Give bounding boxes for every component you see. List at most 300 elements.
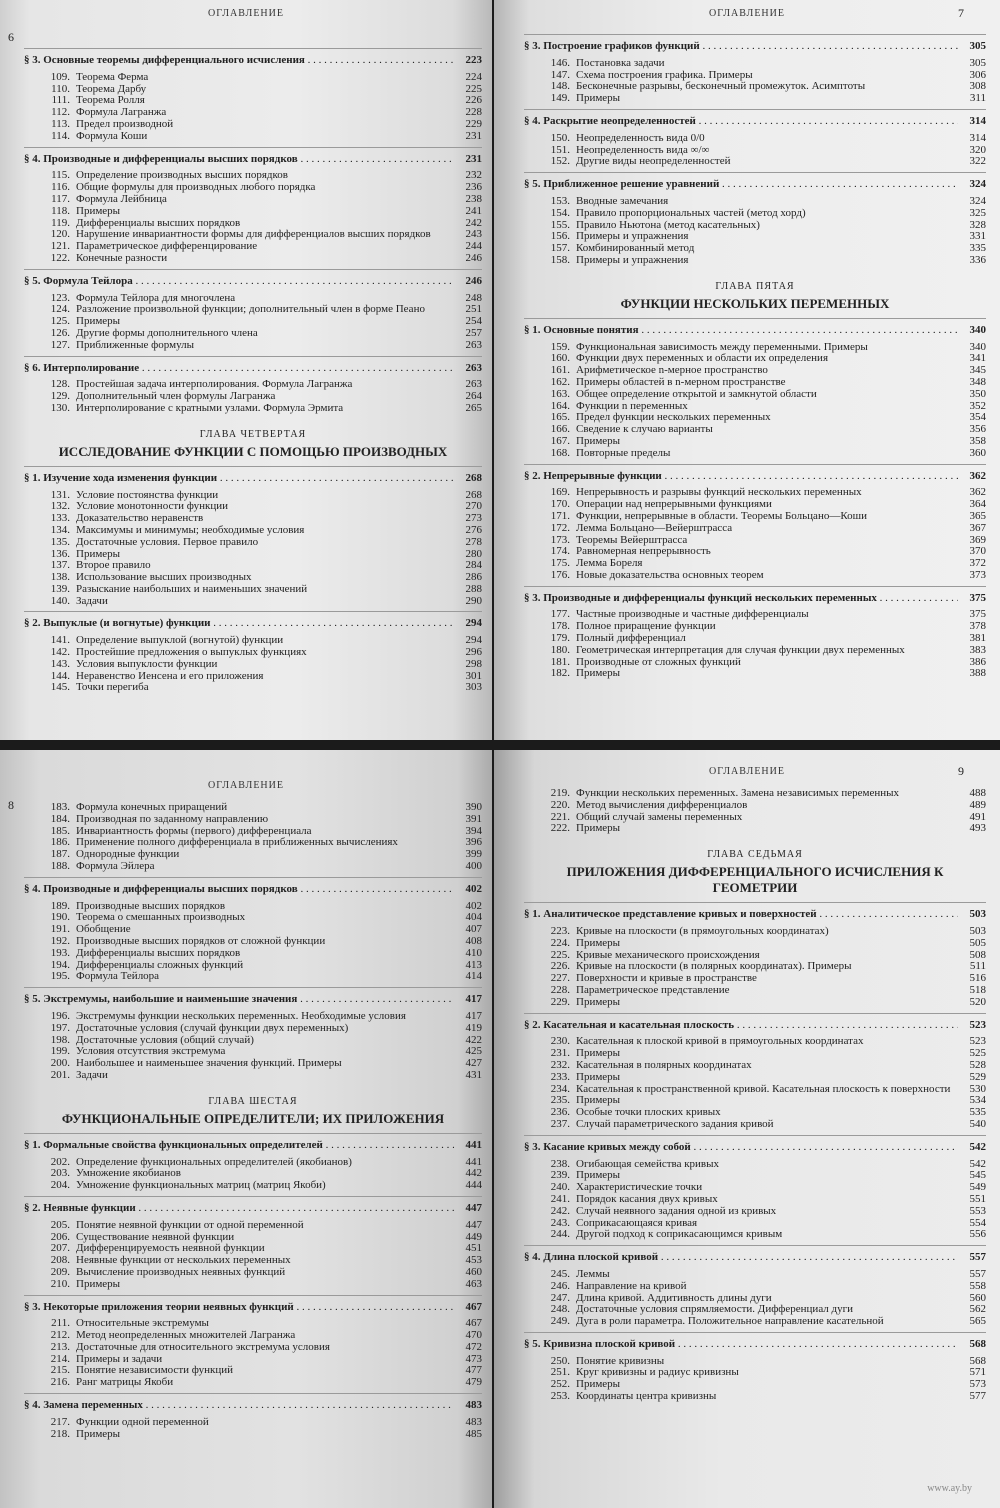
toc-item bbox=[524, 208, 986, 220]
page-ref: 232 bbox=[465, 169, 482, 182]
toc-item bbox=[524, 1367, 986, 1379]
section-divider bbox=[24, 877, 482, 878]
item-number: 147. bbox=[550, 68, 570, 81]
page-ref: 254 bbox=[465, 315, 482, 328]
section-divider bbox=[24, 1393, 482, 1394]
item-title: Максимумы и минимумы; необходимые условия bbox=[76, 524, 305, 536]
toc-section bbox=[524, 1339, 986, 1351]
page-ref: 276 bbox=[465, 523, 482, 536]
toc-item bbox=[24, 584, 482, 596]
item-title: Достаточные условия (общий случай) bbox=[76, 1034, 254, 1046]
item-title: Формула конечных приращений bbox=[76, 802, 228, 813]
item-number: 129. bbox=[50, 390, 70, 403]
toc-item bbox=[24, 229, 482, 241]
page-ref: 356 bbox=[969, 423, 986, 436]
page-ref: 306 bbox=[969, 68, 986, 81]
section-divider bbox=[24, 356, 482, 357]
item-number: 252. bbox=[550, 1378, 570, 1391]
toc-item bbox=[524, 145, 986, 157]
item-number: 119. bbox=[51, 216, 70, 229]
toc-section bbox=[524, 41, 986, 53]
item-number: 136. bbox=[50, 547, 70, 560]
page-ref: 373 bbox=[969, 568, 986, 581]
page-number: 6 bbox=[8, 30, 14, 44]
page-ref: 341 bbox=[969, 352, 986, 365]
item-title: Правило пропорциональных частей (метод хорд) bbox=[576, 207, 806, 219]
toc-content bbox=[24, 802, 482, 1440]
item-number: 113. bbox=[51, 117, 70, 130]
toc-item bbox=[24, 194, 482, 206]
page-ref: 225 bbox=[465, 82, 482, 95]
page-ref: 320 bbox=[969, 143, 986, 156]
item-number: 183. bbox=[50, 801, 70, 813]
item-number: 230. bbox=[550, 1035, 570, 1048]
item-title: Достаточные условия. Первое правило bbox=[76, 536, 259, 548]
item-number: 224. bbox=[550, 936, 570, 949]
item-number: 205. bbox=[50, 1218, 70, 1231]
section-divider bbox=[24, 147, 482, 148]
toc-item bbox=[24, 826, 482, 838]
toc-item bbox=[24, 1255, 482, 1267]
toc-item bbox=[524, 523, 986, 535]
toc-item bbox=[524, 377, 986, 389]
page-ref: 358 bbox=[969, 434, 986, 447]
page-ref: 360 bbox=[969, 446, 986, 459]
item-number: 234. bbox=[550, 1082, 570, 1095]
item-title: Касательная к плоской кривой в прямоугольных координатах bbox=[576, 1036, 864, 1048]
item-number: 109. bbox=[50, 70, 70, 83]
item-title: Понятие неявной функции от одной переменной bbox=[76, 1219, 304, 1231]
toc-item bbox=[524, 424, 986, 436]
item-number: 128. bbox=[50, 378, 70, 391]
item-number: 126. bbox=[50, 326, 70, 339]
toc-item bbox=[524, 788, 986, 800]
toc-section bbox=[524, 325, 986, 337]
item-number: 195. bbox=[50, 970, 70, 983]
item-number: 244. bbox=[550, 1228, 570, 1241]
page-ref: 375 bbox=[969, 608, 986, 621]
section-title: § 4. Длина плоской кривой . . . bbox=[524, 1252, 958, 1264]
toc-item bbox=[524, 70, 986, 82]
item-title: Теорема Дарбу bbox=[76, 83, 147, 95]
toc-item bbox=[24, 861, 482, 873]
toc-item bbox=[524, 1293, 986, 1305]
page-ref: 294 bbox=[465, 617, 482, 630]
item-title: Характеристические точки bbox=[576, 1182, 703, 1194]
section-title: § 4. Замена переменных . . . bbox=[24, 1400, 454, 1412]
section-divider bbox=[524, 1332, 986, 1333]
page-ref: 523 bbox=[969, 1035, 986, 1048]
item-title: Достаточные для относительного экстремума условия bbox=[76, 1341, 330, 1353]
page-ref: 362 bbox=[969, 469, 986, 482]
item-number: 212. bbox=[50, 1329, 70, 1342]
page-ref: 244 bbox=[465, 240, 482, 253]
section-divider bbox=[24, 1133, 482, 1134]
item-number: 165. bbox=[550, 411, 570, 424]
item-number: 221. bbox=[550, 810, 570, 823]
toc-section bbox=[24, 994, 482, 1006]
item-number: 127. bbox=[50, 338, 70, 351]
toc-item bbox=[524, 1281, 986, 1293]
toc-item bbox=[24, 912, 482, 924]
toc-item bbox=[24, 513, 482, 525]
page-7 bbox=[494, 0, 1000, 740]
toc-item bbox=[24, 1267, 482, 1279]
item-title: Функции нескольких переменных. Замена независимых переменных bbox=[576, 788, 900, 799]
section-title: § 3. Основные теоремы дифференциального исчисления . . . bbox=[24, 55, 454, 67]
page-ref: 278 bbox=[465, 535, 482, 548]
item-title: Кривые механического происхождения bbox=[576, 949, 760, 961]
page-ref: 453 bbox=[465, 1254, 482, 1267]
item-number: 198. bbox=[50, 1033, 70, 1046]
page-ref: 257 bbox=[465, 326, 482, 339]
toc-item bbox=[524, 255, 986, 267]
item-title: Дифференциалы сложных функций bbox=[76, 959, 244, 971]
item-number: 149. bbox=[550, 92, 570, 105]
item-title: Комбинированный метод bbox=[576, 243, 695, 255]
item-number: 162. bbox=[550, 375, 570, 388]
page-ref: 345 bbox=[969, 364, 986, 377]
toc-item bbox=[24, 1318, 482, 1330]
page-ref: 394 bbox=[465, 824, 482, 837]
page-ref: 542 bbox=[969, 1157, 986, 1170]
item-number: 199. bbox=[50, 1045, 70, 1058]
toc-item bbox=[524, 1048, 986, 1060]
chapter-label: ГЛАВА ПЯТАЯ bbox=[715, 280, 795, 292]
page-ref: 477 bbox=[465, 1364, 482, 1377]
item-title: Примеры bbox=[576, 1170, 621, 1182]
toc-item bbox=[24, 1342, 482, 1354]
page-ref: 568 bbox=[969, 1354, 986, 1367]
toc-item bbox=[524, 196, 986, 208]
item-title: Понятие кривизны bbox=[576, 1355, 665, 1367]
page-ref: 554 bbox=[969, 1216, 986, 1229]
item-number: 180. bbox=[550, 643, 570, 656]
page-ref: 305 bbox=[969, 56, 986, 69]
page-ref: 520 bbox=[969, 995, 986, 1008]
page-ref: 431 bbox=[465, 1068, 482, 1081]
toc-section bbox=[524, 471, 986, 483]
item-number: 251. bbox=[550, 1366, 570, 1379]
item-title: Определение выпуклой (вогнутой) функции bbox=[76, 635, 284, 647]
toc-item bbox=[24, 1023, 482, 1035]
item-title: Второе правило bbox=[76, 560, 151, 572]
item-number: 134. bbox=[50, 523, 70, 536]
item-number: 187. bbox=[50, 848, 70, 861]
page-ref: 242 bbox=[465, 216, 482, 229]
page-ref: 518 bbox=[969, 983, 986, 996]
item-title: Условие монотонности функции bbox=[76, 501, 229, 513]
page-ref: 308 bbox=[969, 80, 986, 93]
toc-item bbox=[24, 802, 482, 814]
toc-section bbox=[524, 1142, 986, 1154]
section-title: § 2. Непрерывные функции . . . bbox=[524, 471, 958, 483]
page-ref: 399 bbox=[465, 848, 482, 861]
item-number: 225. bbox=[550, 948, 570, 961]
page-ref: 223 bbox=[465, 54, 482, 66]
toc-section bbox=[524, 179, 986, 191]
item-number: 235. bbox=[550, 1094, 570, 1107]
item-number: 156. bbox=[550, 230, 570, 243]
item-number: 112. bbox=[51, 106, 70, 119]
item-title: Теоремы Вейерштрасса bbox=[576, 534, 688, 546]
toc-item bbox=[24, 328, 482, 340]
toc-item bbox=[524, 800, 986, 812]
toc-item bbox=[24, 924, 482, 936]
section-title: § 5. Приближенное решение уравнений . . . bbox=[524, 179, 958, 191]
item-title: Ранг матрицы Якоби bbox=[76, 1377, 174, 1389]
item-title: Параметрическое дифференцирование bbox=[76, 241, 258, 253]
toc-item bbox=[524, 1194, 986, 1206]
chapter-label: ГЛАВА ЧЕТВЕРТАЯ bbox=[199, 428, 307, 440]
toc-section bbox=[524, 1252, 986, 1264]
item-title: Примеры bbox=[576, 435, 621, 447]
item-title: Функциональная зависимость между переменными. Примеры bbox=[576, 341, 868, 353]
toc-item bbox=[24, 182, 482, 194]
toc-section bbox=[24, 473, 482, 485]
item-title: Определение функциональных определителей (якобианов) bbox=[76, 1156, 352, 1168]
item-title: Интерполирование с кратными узлами. Формула Эрмита bbox=[76, 402, 344, 414]
toc-item bbox=[524, 657, 986, 669]
page-ref: 529 bbox=[969, 1070, 986, 1083]
item-number: 177. bbox=[550, 608, 570, 621]
page-number: 7 bbox=[958, 6, 964, 20]
item-number: 181. bbox=[550, 655, 570, 668]
item-title: Лемма Больцано—Вейерштрасса bbox=[576, 522, 733, 534]
item-number: 139. bbox=[50, 582, 70, 595]
page-ref: 511 bbox=[969, 960, 986, 973]
item-title: Примеры bbox=[76, 548, 121, 560]
item-number: 242. bbox=[550, 1204, 570, 1217]
toc-item bbox=[24, 170, 482, 182]
top-spread bbox=[0, 0, 1000, 740]
toc-item bbox=[524, 1170, 986, 1182]
item-title: Кривые на плоскости (в прямоугольных координатах) bbox=[576, 925, 829, 937]
item-title: Функции, непрерывные в области. Теоремы Больцано—Коши bbox=[576, 510, 867, 522]
item-title: Примеры и задачи bbox=[76, 1353, 163, 1365]
item-number: 204. bbox=[50, 1179, 70, 1192]
page-ref: 417 bbox=[465, 1009, 482, 1022]
item-title: Производные высших порядков от сложной функции bbox=[76, 935, 326, 947]
toc-content bbox=[524, 30, 986, 680]
item-title: Умножение функциональных матриц (матриц Якоби) bbox=[76, 1180, 326, 1192]
section-divider bbox=[524, 172, 986, 173]
item-title: Общие формулы для производных любого порядка bbox=[76, 182, 316, 194]
toc-section bbox=[24, 618, 482, 630]
item-number: 110. bbox=[51, 82, 70, 95]
page-ref: 246 bbox=[465, 274, 482, 287]
item-title: Касательная к пространственной кривой. Касательная плоскость к поверхности bbox=[576, 1083, 951, 1095]
item-number: 141. bbox=[50, 634, 70, 647]
item-number: 117. bbox=[51, 192, 70, 205]
page-8 bbox=[0, 750, 492, 1508]
item-title: Схема построения графика. Примеры bbox=[576, 69, 753, 81]
section-divider bbox=[24, 987, 482, 988]
page-ref: 362 bbox=[969, 486, 986, 499]
toc-section bbox=[24, 55, 482, 67]
section-divider bbox=[524, 464, 986, 465]
item-title: Арифметическое n-мерное пространство bbox=[576, 365, 768, 377]
section-title: § 4. Раскрытие неопределенностей . . . bbox=[524, 116, 958, 128]
item-title: Частные производные и частные дифференциалы bbox=[576, 609, 809, 621]
item-title: Повторные пределы bbox=[576, 447, 671, 459]
item-number: 248. bbox=[550, 1303, 570, 1316]
page-ref: 391 bbox=[465, 812, 482, 825]
item-number: 145. bbox=[50, 681, 70, 694]
item-title: Неявные функции от нескольких переменных bbox=[76, 1255, 291, 1267]
page-ref: 565 bbox=[969, 1315, 986, 1328]
toc-section bbox=[24, 884, 482, 896]
item-number: 115. bbox=[51, 169, 70, 182]
page-ref: 305 bbox=[969, 40, 986, 52]
page-ref: 472 bbox=[465, 1340, 482, 1353]
section-divider bbox=[524, 1135, 986, 1136]
toc-item bbox=[24, 107, 482, 119]
page-ref: 404 bbox=[465, 911, 482, 924]
page-ref: 568 bbox=[969, 1337, 986, 1350]
item-title: Условия выпуклости функции bbox=[76, 658, 218, 670]
running-header: ОГЛАВЛЕНИЕ bbox=[208, 8, 284, 19]
toc-item bbox=[24, 971, 482, 983]
section-divider bbox=[524, 902, 986, 903]
toc-section bbox=[24, 1400, 482, 1412]
page-ref: 451 bbox=[465, 1242, 482, 1255]
item-number: 232. bbox=[550, 1058, 570, 1071]
toc-item bbox=[24, 316, 482, 328]
page-ref: 246 bbox=[465, 251, 482, 264]
toc-item bbox=[24, 936, 482, 948]
toc-item bbox=[524, 938, 986, 950]
page-ref: 549 bbox=[969, 1181, 986, 1194]
item-title: Задачи bbox=[76, 1069, 108, 1081]
toc-section bbox=[524, 116, 986, 128]
page-ref: 263 bbox=[465, 378, 482, 391]
toc-item bbox=[24, 1377, 482, 1389]
page-ref: 314 bbox=[969, 114, 986, 127]
toc-item bbox=[524, 1218, 986, 1230]
item-title: Функции двух переменных и области их определения bbox=[576, 353, 829, 365]
item-title: Координаты центра кривизны bbox=[576, 1391, 717, 1403]
toc-item bbox=[24, 206, 482, 218]
page-ref: 388 bbox=[969, 667, 986, 680]
toc-item bbox=[24, 340, 482, 352]
section-divider bbox=[24, 611, 482, 612]
page-ref: 402 bbox=[465, 882, 482, 895]
page-ref: 413 bbox=[465, 958, 482, 971]
item-title: Полное приращение функции bbox=[576, 621, 716, 633]
item-title: Примеры bbox=[76, 205, 121, 217]
toc-item bbox=[24, 490, 482, 502]
toc-item bbox=[524, 973, 986, 985]
section-title: § 4. Производные и дифференциалы высших порядков . . . bbox=[24, 154, 454, 166]
page-ref: 516 bbox=[969, 972, 986, 985]
section-title: § 3. Некоторые приложения теории неявных функций . . . bbox=[24, 1302, 454, 1314]
toc-item bbox=[24, 948, 482, 960]
item-number: 125. bbox=[50, 315, 70, 328]
toc-item bbox=[24, 1011, 482, 1023]
item-title: Примеры bbox=[576, 1071, 621, 1083]
page-ref: 419 bbox=[465, 1021, 482, 1034]
item-number: 118. bbox=[51, 204, 70, 217]
item-title: Разыскание наибольших и наименьших значений bbox=[76, 583, 308, 595]
toc-section bbox=[24, 1302, 482, 1314]
item-number: 176. bbox=[550, 568, 570, 581]
item-title: Относительные экстремумы bbox=[76, 1318, 209, 1330]
item-number: 188. bbox=[50, 859, 70, 872]
item-number: 238. bbox=[550, 1157, 570, 1170]
section-divider bbox=[24, 1295, 482, 1296]
item-number: 218. bbox=[50, 1427, 70, 1440]
item-number: 219. bbox=[550, 787, 570, 799]
chapter-label: ГЛАВА СЕДЬМАЯ bbox=[707, 849, 803, 861]
toc-item bbox=[524, 1356, 986, 1368]
toc-section bbox=[24, 363, 482, 375]
toc-item bbox=[24, 1168, 482, 1180]
item-number: 206. bbox=[50, 1230, 70, 1243]
item-number: 203. bbox=[50, 1167, 70, 1180]
item-number: 228. bbox=[550, 983, 570, 996]
toc-item bbox=[524, 812, 986, 824]
toc-item bbox=[24, 1330, 482, 1342]
section-divider bbox=[524, 34, 986, 35]
item-title: Понятие независимости функций bbox=[76, 1365, 234, 1377]
toc-item bbox=[524, 156, 986, 168]
toc-content bbox=[24, 44, 482, 694]
toc-item bbox=[24, 253, 482, 265]
section-title: § 2. Касательная и касательная плоскость . . . bbox=[524, 1020, 958, 1032]
page-ref: 545 bbox=[969, 1169, 986, 1182]
page-ref: 571 bbox=[969, 1366, 986, 1379]
page-ref: 400 bbox=[465, 859, 482, 872]
page-ref: 390 bbox=[465, 801, 482, 813]
item-number: 243. bbox=[550, 1216, 570, 1229]
page-ref: 386 bbox=[969, 655, 986, 668]
item-number: 220. bbox=[550, 798, 570, 811]
page-ref: 231 bbox=[465, 129, 482, 142]
item-number: 123. bbox=[50, 291, 70, 304]
item-title: Неопределенность вида ∞/∞ bbox=[576, 144, 710, 156]
item-title: Сведение к случаю варианты bbox=[576, 424, 713, 436]
page-ref: 444 bbox=[465, 1179, 482, 1192]
section-title: § 1. Изучение хода изменения функции . . . bbox=[24, 473, 454, 485]
page-ref: 417 bbox=[465, 993, 482, 1006]
section-title: § 1. Аналитическое представление кривых и поверхностей . . . bbox=[524, 909, 958, 921]
item-title: Соприкасающаяся кривая bbox=[576, 1217, 698, 1229]
section-title: § 2. Неявные функции . . . bbox=[24, 1203, 454, 1215]
item-title: Применение полного дифференциала в приближенных вычислениях bbox=[76, 837, 398, 849]
item-number: 241. bbox=[550, 1192, 570, 1205]
page-ref: 270 bbox=[465, 500, 482, 513]
toc-item bbox=[524, 1095, 986, 1107]
item-number: 236. bbox=[550, 1106, 570, 1119]
page-ref: 534 bbox=[969, 1094, 986, 1107]
toc-item bbox=[524, 621, 986, 633]
page-ref: 523 bbox=[969, 1018, 986, 1031]
toc-item bbox=[524, 365, 986, 377]
item-number: 135. bbox=[50, 535, 70, 548]
page-ref: 248 bbox=[465, 291, 482, 304]
item-number: 190. bbox=[50, 911, 70, 924]
page-ref: 226 bbox=[465, 94, 482, 107]
item-number: 197. bbox=[50, 1021, 70, 1034]
item-number: 185. bbox=[50, 824, 70, 837]
page-ref: 553 bbox=[969, 1204, 986, 1217]
page-ref: 324 bbox=[969, 194, 986, 207]
page-ref: 264 bbox=[465, 390, 482, 403]
page-ref: 311 bbox=[969, 92, 986, 105]
page-ref: 354 bbox=[969, 411, 986, 424]
toc-item bbox=[524, 1036, 986, 1048]
